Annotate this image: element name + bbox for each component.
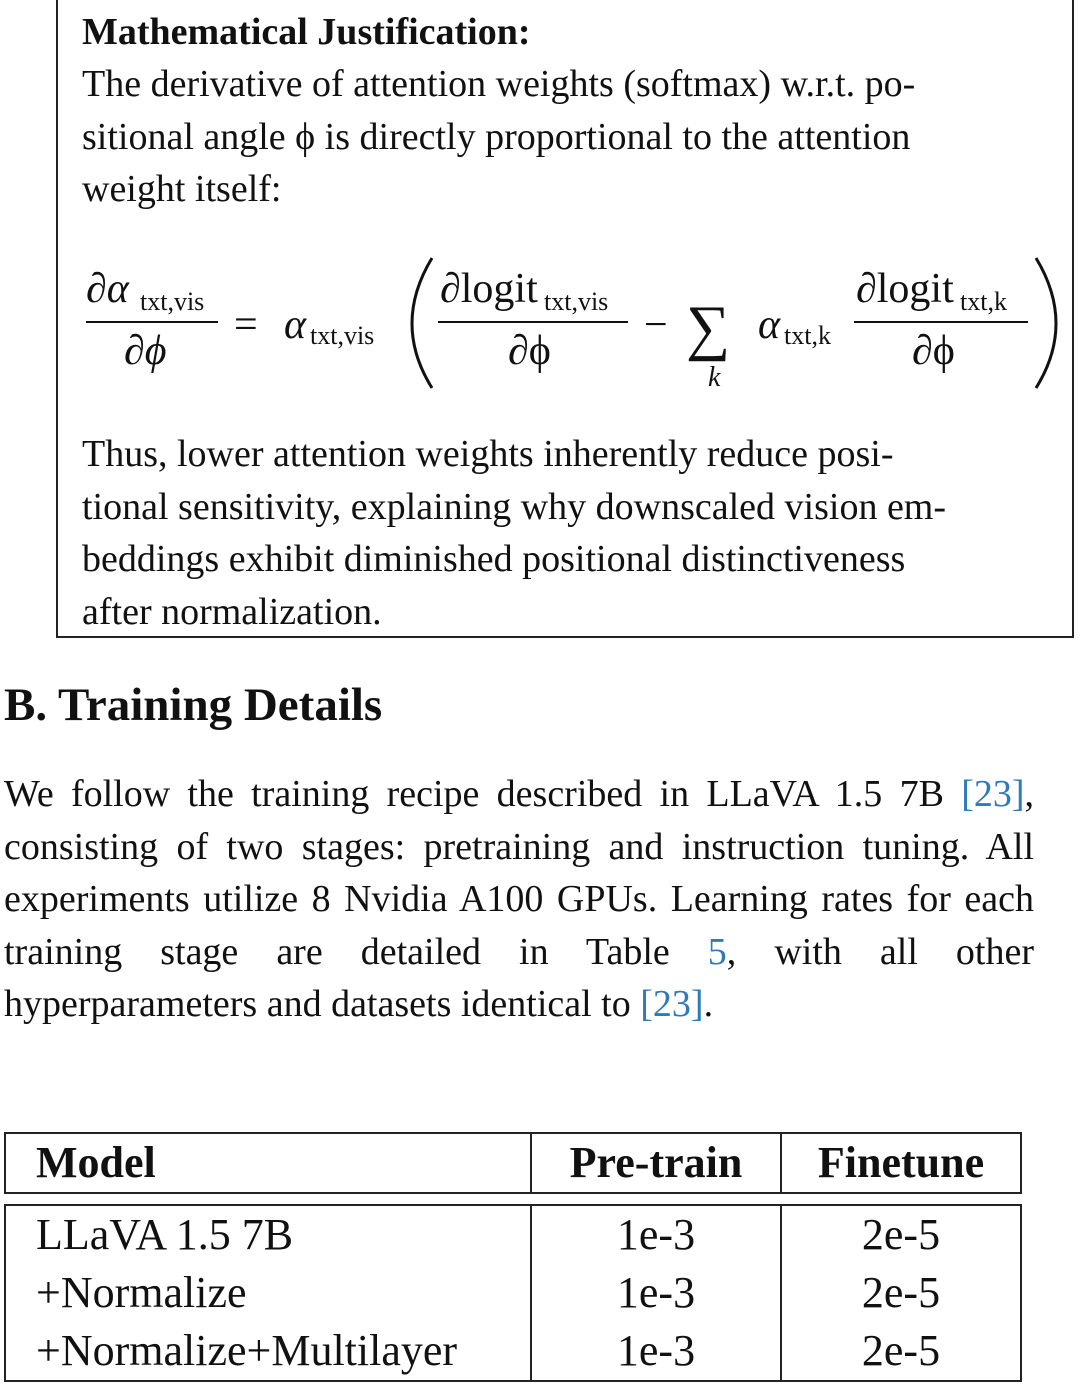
para-text: We follow the training recipe described in LLaVA 1.5 7B	[4, 773, 962, 815]
t2-alpha: α	[758, 302, 781, 348]
para-text: , with all other hyperparameters and datasets identical to	[4, 930, 1034, 1025]
t1-denominator: ∂ϕ	[508, 328, 551, 374]
cell-model: +Normalize+Multilayer	[5, 1322, 531, 1381]
sum-sign: ∑	[686, 294, 731, 362]
para-text: .	[703, 983, 714, 1025]
header-finetune: Finetune	[781, 1133, 1021, 1193]
left-paren	[412, 258, 432, 388]
cell-pretrain: 1e-3	[531, 1205, 781, 1264]
right-paren	[1036, 258, 1056, 388]
table-ref-link[interactable]: 5	[707, 930, 727, 973]
t2-denominator: ∂ϕ	[912, 328, 955, 374]
cell-model: +Normalize	[5, 1264, 531, 1322]
box-title: Mathematical Justification:	[82, 11, 531, 53]
equals-sign: =	[234, 302, 258, 348]
table-row	[5, 1205, 1021, 1264]
factor-alpha: α	[284, 302, 307, 348]
header-model: Model	[5, 1133, 531, 1193]
intro-line: sitional angle ϕ is directly proportional to the attention	[82, 115, 911, 158]
citation-link[interactable]: [23]	[961, 773, 1025, 815]
justification-conclusion	[82, 428, 1060, 638]
t1-numerator: ∂logit	[440, 266, 538, 312]
learning-rate-table	[4, 1132, 1022, 1382]
table-header-row	[5, 1133, 1021, 1193]
header-pretrain: Pre-train	[531, 1133, 781, 1193]
cell-finetune: 2e-5	[781, 1264, 1021, 1322]
cell-model: LLaVA 1.5 7B	[5, 1205, 531, 1264]
derivative-equation	[0, 240, 1080, 400]
conclusion-line: Thus, lower attention weights inherently reduce posi-	[82, 433, 894, 475]
table-row	[5, 1264, 1021, 1322]
lhs-numerator-sub: txt,vis	[140, 287, 205, 316]
cell-finetune: 2e-5	[781, 1322, 1021, 1381]
lhs-denominator: ∂ϕ	[124, 328, 167, 374]
cell-pretrain: 1e-3	[531, 1264, 781, 1322]
cell-finetune: 2e-5	[781, 1205, 1021, 1264]
table-row	[5, 1322, 1021, 1381]
intro-line: weight itself:	[82, 168, 282, 210]
t1-numerator-sub: txt,vis	[544, 287, 609, 316]
intro-line: The derivative of attention weights (softmax) w.r.t. po-	[82, 63, 916, 105]
conclusion-line: beddings exhibit diminished positional distinctiveness	[82, 538, 906, 580]
t2-numerator: ∂logit	[856, 266, 954, 312]
sum-index: k	[708, 362, 721, 393]
t2-alpha-sub: txt,k	[784, 321, 831, 350]
citation-link[interactable]: [23]	[640, 983, 704, 1025]
conclusion-line: after normalization.	[82, 590, 382, 633]
training-paragraph	[4, 768, 1034, 1031]
lhs-numerator: ∂α	[86, 266, 129, 312]
t2-numerator-sub: txt,k	[960, 287, 1007, 316]
justification-intro	[82, 58, 1060, 216]
para-text: , consisting of two stages: pretraining and instruction tuning. All experiments utilize 8 Nvidia A100 GPUs. Learning rates for each training stage are detailed in Table	[4, 773, 1034, 973]
conclusion-line: tional sensitivity, explaining why downscaled vision em-	[82, 485, 947, 528]
cell-pretrain: 1e-3	[531, 1322, 781, 1381]
factor-sub: txt,vis	[310, 321, 375, 350]
section-heading: B. Training Details	[4, 679, 383, 731]
minus-sign: −	[644, 302, 668, 348]
